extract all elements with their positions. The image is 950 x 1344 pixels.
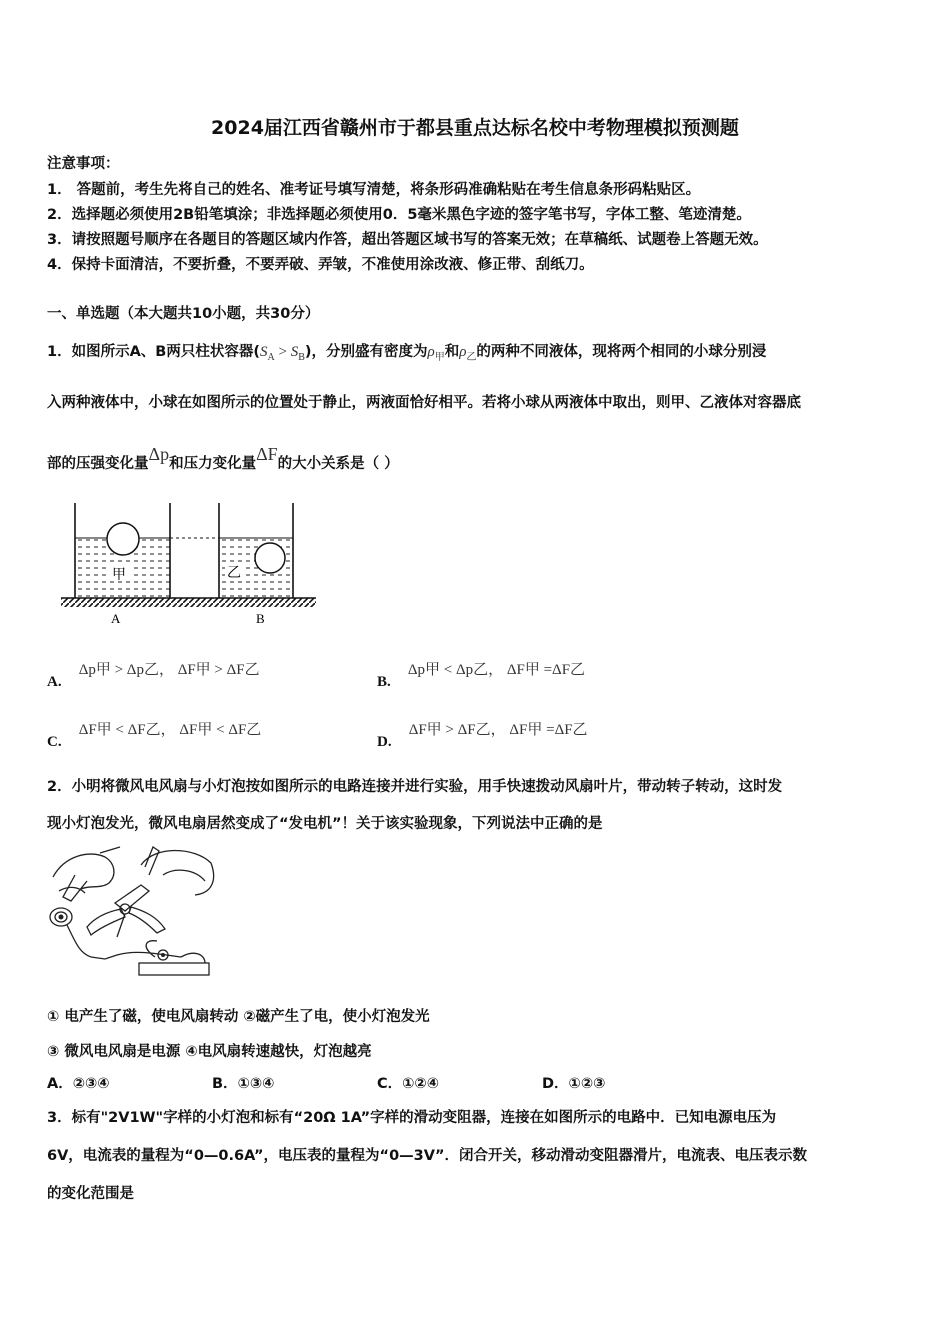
q2-option-c[interactable]: C．①②④ [377, 1076, 439, 1092]
page-title: 2024届江西省赣州市于都县重点达标名校中考物理模拟预测题 [211, 117, 739, 139]
section-heading: 一、单选题（本大题共10小题，共30分） [47, 306, 320, 322]
option-b[interactable]: B. Δp甲 < Δp乙， ΔF甲 =ΔF乙 [377, 662, 586, 690]
question-2-line-1: 2．小明将微风电风扇与小灯泡按如图所示的电路连接并进行实验，用手快速拨动风扇叶片，带动转子转动，这时发 [47, 779, 783, 795]
notice-heading: 注意事项： [47, 156, 120, 172]
question-1-line-3: 部的压强变化量Δp和压力变化量ΔF的大小关系是（ ） [47, 444, 399, 472]
fan-circuit-figure [45, 845, 225, 985]
statement-line-1: ① 电产生了磁，使电风扇转动 ②磁产生了电，使小灯泡发光 [47, 1009, 430, 1025]
question-3-line-1: 3．标有"2V1W"字样的小灯泡和标有“20Ω 1A”字样的滑动变阻器，连接在如图所示的电路中．已知电源电压为 [47, 1110, 777, 1126]
question-2-line-2: 现小灯泡发光，微风电扇居然变成了“发电机”！关于该实验现象，下列说法中正确的是 [47, 816, 603, 832]
q2-option-b[interactable]: B．①③④ [212, 1076, 275, 1092]
notice-item: 2．选择题必须使用2B铅笔填涂；非选择题必须使用0．5毫米黑色字迹的签字笔书写，字体工整、笔迹清楚。 [47, 207, 751, 223]
label-jia: 甲 [112, 567, 126, 583]
label-yi: 乙 [227, 565, 241, 581]
question-1-line-1: 1．如图所示A、B两只柱状容器$(S_A > S_B)$，分别盛有密度为$\rho_甲$和$\rho_乙$的两种不同液体，现将两个相同的小球分别浸 [47, 344, 767, 363]
notice-item: 3．请按照题号顺序在各题目的答题区域内作答，超出答题区域书写的答案无效；在草稿纸、试题卷上答题无效。 [47, 232, 768, 248]
option-c[interactable]: C. ΔF甲 < ΔF乙， ΔF甲 < ΔF乙 [47, 722, 262, 750]
notice-item: 1． 答题前，考生先将自己的姓名、准考证号填写清楚，将条形码准确粘贴在考生信息条形码粘贴区。 [47, 182, 701, 198]
statement-line-2: ③ 微风电风扇是电源 ④电风扇转速越快，灯泡越亮 [47, 1044, 372, 1060]
label-B: B [256, 611, 265, 626]
option-a[interactable]: A. Δp甲 > Δp乙， ΔF甲 > ΔF乙 [47, 662, 260, 690]
q2-option-a[interactable]: A．②③④ [47, 1076, 110, 1092]
q2-option-d[interactable]: D．①②③ [542, 1076, 606, 1092]
option-d[interactable]: D. ΔF甲 > ΔF乙， ΔF甲 =ΔF乙 [377, 722, 588, 750]
question-1-line-2: 入两种液体中，小球在如图所示的位置处于静止，两液面恰好相平。若将小球从两液体中取出，则甲、乙液体对容器底 [47, 395, 801, 411]
label-A: A [111, 611, 121, 626]
ball-a [107, 523, 139, 555]
question-3-line-2: 6V，电流表的量程为“0—0.6A”，电压表的量程为“0—3V”．闭合开关，移动滑动变阻器滑片，电流表、电压表示数 [47, 1148, 807, 1164]
containers-figure [45, 495, 320, 630]
notice-item: 4．保持卡面清洁，不要折叠，不要弄破、弄皱，不准使用涂改液、修正带、刮纸刀。 [47, 257, 594, 273]
question-3-line-3: 的变化范围是 [47, 1186, 134, 1202]
ball-b [255, 543, 285, 573]
